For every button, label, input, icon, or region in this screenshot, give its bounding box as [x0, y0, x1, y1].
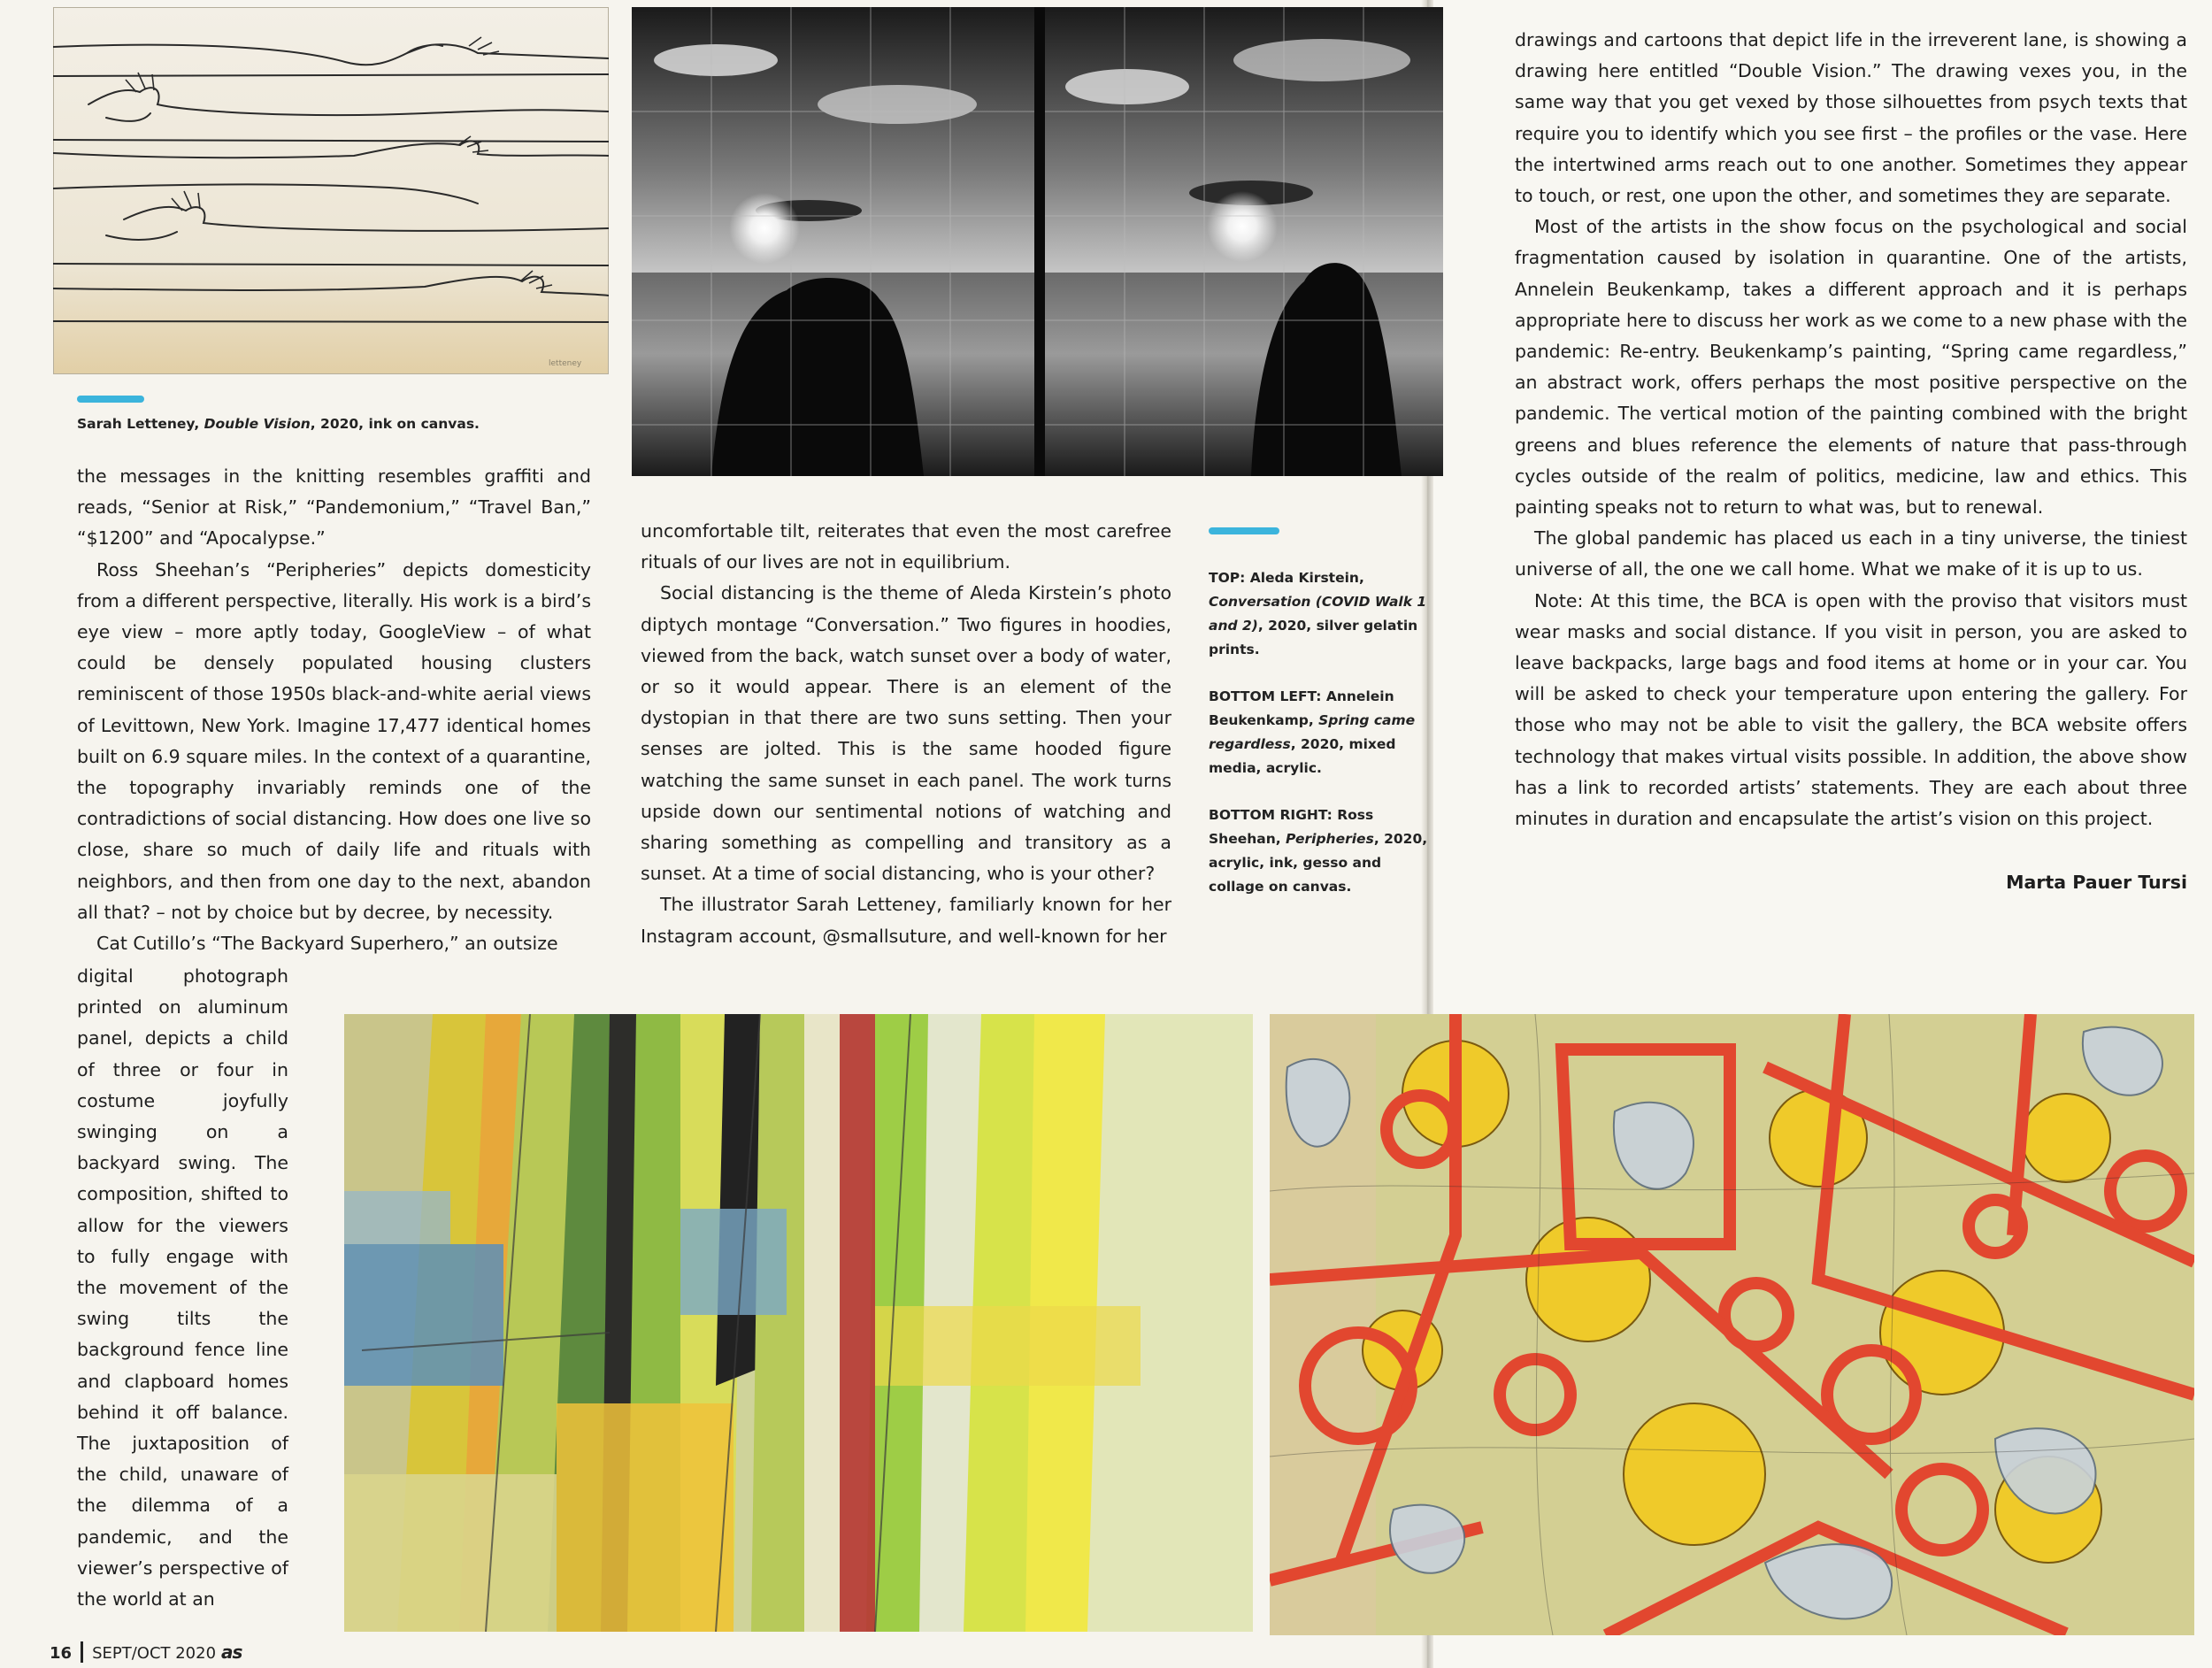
artwork-double-vision: [53, 7, 609, 374]
caption-block-center: [1209, 566, 1430, 922]
col2-paragraph-2: Social distancing is the theme of Aleda Kirstein’s photo diptych montage “Conversation.” Two figures in hoodies, viewed from the back, watch sunset over a body of water, or so it would appear. There is an element of the dystopian in that there are two suns setting. Then your senses are jolted. This is the same hooded figure watching the same sunset in each panel. The work turns upside down our sentimental notions of watching and sharing something as compelling and transitory as a sunset. At a time of social distancing, who is your other?: [641, 582, 1171, 885]
col3-paragraph-3: The global pandemic has placed us each in a tiny universe, the tiniest universe of all, the one we call home. What we make of it is up to us.: [1515, 527, 2187, 580]
caption-top: [1209, 566, 1430, 662]
caption-bottom-right-lead: BOTTOM RIGHT: Ross Sheehan,: [1209, 807, 1374, 847]
caption-bottom-left: [1209, 685, 1430, 780]
col3-paragraph-1: drawings and cartoons that depict life in the irreverent lane, is showing a drawing here entitled “Double Vision.” The drawing vexes you, in the same way that you get vexed by those silhouettes from psych texts that require you to identify which you see first – the profiles or the vase. Here the intertwined arms reach out to one another. Sometimes they appear to touch, or rest, one upon the other, and sometimes they are separate.: [1515, 29, 2187, 207]
caption-bottom-right-tail: , 2020, acrylic, ink, gesso and collage on canvas.: [1209, 831, 1428, 895]
col1-paragraph-1: the messages in the knitting resembles graffiti and reads, “Senior at Risk,” “Pandemonium,” “Travel Ban,” “$1200” and “Apocalypse.”: [77, 465, 591, 550]
issue-date: SEPT/OCT 2020: [92, 1644, 217, 1663]
col1-paragraph-4: digital photograph printed on aluminum panel, depicts a child of three or four in costume joyfully swinging on a backyard swing. The composition, shifted to allow for the viewers to fully engage with the movement of the swing tilts the background fence line and clapboard homes behind it off balance. The juxtaposition of the child, unaware of the dilemma of a pandemic, and the viewer’s perspective of the world at an: [77, 965, 288, 1610]
caption-bottom-left-lead: BOTTOM LEFT: Annelein Beukenkamp,: [1209, 688, 1394, 728]
article-column-2: [641, 516, 1171, 952]
article-column-1: [77, 461, 591, 959]
caption-top-title: Conversation (COVID Walk 1 and 2): [1209, 594, 1427, 634]
magazine-logo: as: [221, 1641, 242, 1663]
footer-separator: [81, 1641, 83, 1663]
caption-bottom-right: [1209, 803, 1430, 899]
article-column-1-narrow: [77, 961, 288, 1615]
caption-top-tail: , 2020, silver gelatin prints.: [1209, 618, 1418, 657]
artwork-spring-came-regardless: [344, 1014, 1253, 1632]
col3-paragraph-4: Note: At this time, the BCA is open with the proviso that visitors must wear masks and social distance. If you visit in person, you are asked to leave backpacks, large bags and food items at home or in your car. You will be asked to check your temperature upon entering the gallery. For those who may not be able to visit the gallery, the BCA website offers technology that makes virtual visits possible. In addition, the above show has a link to recorded artists’ statements. They are each about three minutes in duration and encapsulate the artist’s vision on this project.: [1515, 589, 2187, 830]
author-byline: Marta Pauer Tursi: [2006, 872, 2187, 893]
caption-double-vision-suffix: , 2020, ink on canvas.: [310, 416, 480, 432]
caption-accent-bar-center: [1209, 527, 1279, 534]
caption-top-lead: TOP: Aleda Kirstein,: [1209, 570, 1364, 586]
col3-paragraph-2: Most of the artists in the show focus on the psychological and social fragmentation caused by isolation in quarantine. One of the artists, Annelein Beukenkamp, takes a different approach and it is perhaps appropriate here to discuss her work as we come to a new phase with the pandemic: Re-entry. Beukenkamp’s painting, “Spring came regardless,” an abstract work, offers perhaps the most positive perspective on the pandemic. The vertical motion of the painting combined with the bright greens and blues reference the elements of nature that pass-through cycles outside of the realm of politics, medicine, law and ethics. This painting speaks not to return to what was, but to renewal.: [1515, 216, 2187, 519]
caption-double-vision-prefix: Sarah Letteney,: [77, 416, 204, 432]
page-footer: [50, 1641, 242, 1664]
caption-double-vision-title: Double Vision: [204, 416, 311, 432]
page-number: 16: [50, 1644, 73, 1663]
article-column-3: [1515, 25, 2187, 834]
svg-text:letteney: letteney: [549, 359, 582, 368]
col2-paragraph-1: uncomfortable tilt, reiterates that even the most carefree rituals of our lives are not in equilibrium.: [641, 520, 1171, 573]
artwork-conversation-diptych: [632, 7, 1443, 476]
caption-bottom-right-title: Peripheries: [1286, 831, 1374, 847]
col1-paragraph-2: Ross Sheehan’s “Peripheries” depicts domesticity from a different perspective, literally. His work is a bird’s eye view – more aptly today, GoogleView – of what could be densely populated housing clusters reminiscent of those 1950s black-and-white aerial views of Levittown, New York. Imagine 17,477 identical homes built on 6.9 square miles. In the context of a quarantine, the topography invariably reminds one of the contradictions of social distancing. How does one live so close, share so much of daily life and rituals with neighbors, and then from one day to the next, abandon all that? – not by choice but by decree, by necessity.: [77, 558, 591, 923]
caption-bottom-left-title: Spring came regardless: [1209, 712, 1416, 752]
caption-bottom-left-tail: , 2020, mixed media, acrylic.: [1209, 736, 1396, 776]
col2-paragraph-3: The illustrator Sarah Letteney, familiarly known for her Instagram account, @smallsuture, and well-known for her: [641, 894, 1171, 947]
artwork-peripheries: [1270, 1014, 2194, 1635]
caption-double-vision: [77, 412, 608, 436]
caption-accent-bar-left: [77, 396, 144, 403]
col1-paragraph-3: Cat Cutillo’s “The Backyard Superhero,” an outsize: [96, 933, 558, 955]
